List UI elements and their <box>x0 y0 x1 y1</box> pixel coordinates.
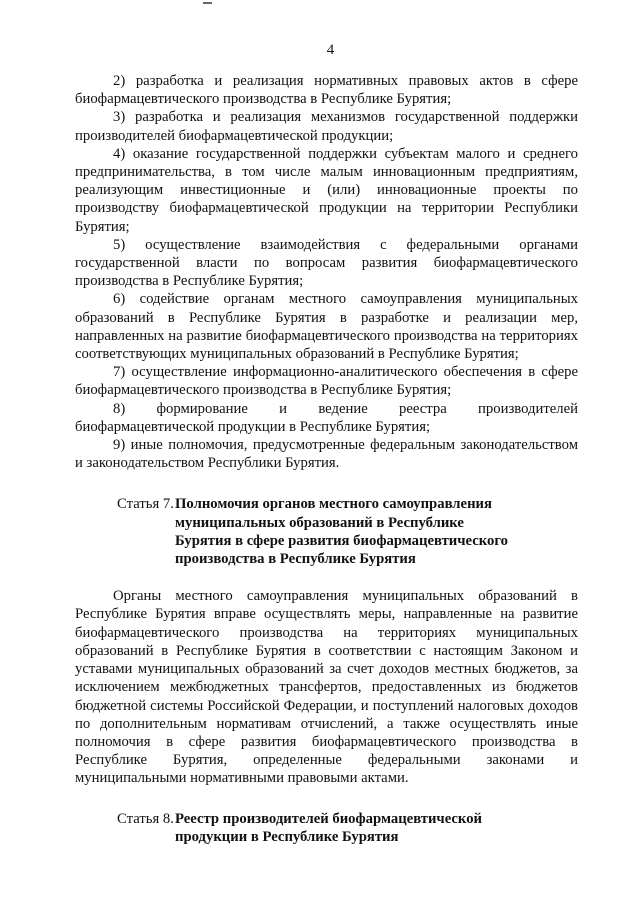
article-8-heading <box>75 810 578 846</box>
list-item: 7) осуществление информационно-аналитического обеспечения в сфере биофармацевтического производства в Республике Бурятия; <box>75 364 578 399</box>
article-7-title-line: производства в Республике Бурятия <box>175 551 416 568</box>
powers-list <box>75 72 578 472</box>
article-7-title-line: Полномочия органов местного самоуправления <box>175 496 492 513</box>
article-7-title-line: Бурятия в сфере развития биофармацевтического <box>175 532 509 549</box>
article-8-label: Статья 8. <box>117 810 174 827</box>
list-item: 4) оказание государственной поддержки субъектам малого и среднего предпринимательства, в том числе малым инновационным предприятиям, реализующим инвестиционные и (или) инновационные проекты по производству биофармацевтической продукции на территории Республики Бурятия; <box>75 145 578 235</box>
article-8-title-line: Реестр производителей биофармацевтической <box>175 810 483 827</box>
page-number: 4 <box>326 42 335 58</box>
article-7-label: Статья 7. <box>117 496 174 513</box>
article-8-title-line: продукции в Республике Бурятия <box>175 828 399 845</box>
article-7-title <box>175 495 578 568</box>
article-7-title-line: муниципальных образований в Республике <box>175 514 464 531</box>
document-page <box>75 40 578 846</box>
list-item: 6) содействие органам местного самоуправления муниципальных образований в Республике Бурятия в разработке и реализации мер, направленных на развитие биофармацевтического производства на территориях соответствующих муниципальных образований в Республике Бурятия; <box>75 291 578 363</box>
article-7-heading <box>75 495 578 568</box>
list-item: 8) формирование и ведение реестра производителей биофармацевтической продукции в Республике Бурятия; <box>75 400 578 435</box>
article-8-title <box>175 810 578 846</box>
list-item: 5) осуществление взаимодействия с федеральными органами государственной власти по вопросам развития биофармацевтического производства в Республике Бурятия; <box>75 236 578 290</box>
list-item: 9) иные полномочия, предусмотренные федеральным законодательством и законодательством Республики Бурятия. <box>75 437 578 472</box>
list-item: 2) разработка и реализация нормативных правовых актов в сфере биофармацевтического производства в Республике Бурятия; <box>75 73 578 108</box>
article-7-body: Органы местного самоуправления муниципальных образований в Республике Бурятия вправе осуществлять меры, направленные на развитие биофармацевтического производства на территориях муниципальных образований в Республике Бурятия в соответствии с настоящим Законом и уставами муниципальных образований за счет доходов местных бюджетов, за исключением межбюджетных трансфертов, предоставленных из бюджетов бюджетной системы Российской Федерации, и поступлений налоговых доходов по дополнительным нормативам отчислений, а также осуществлять иные полномочия в сфере развития биофармацевтического производства в Республике Бурятия, определенные федеральными законами и муниципальными нормативными правовыми актами. <box>75 588 578 787</box>
scan-mark <box>203 2 212 4</box>
list-item: 3) разработка и реализация механизмов государственной поддержки производителей биофармацевтической продукции; <box>75 109 578 144</box>
